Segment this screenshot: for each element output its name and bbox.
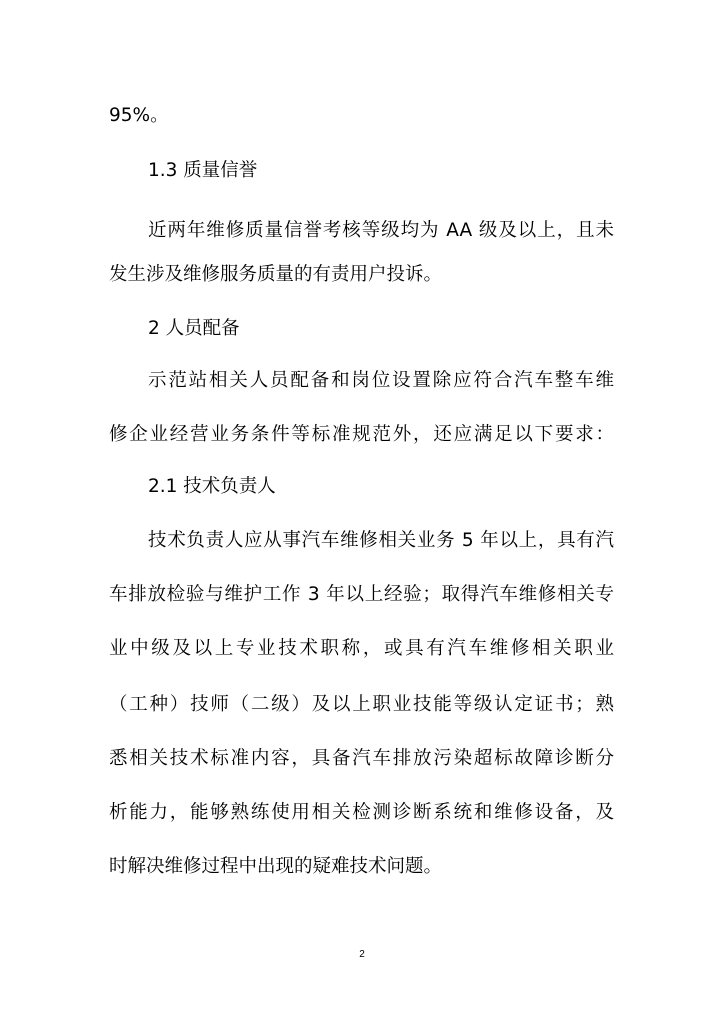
- paragraph-line: 时解决维修过程中出现的疑难技术问题。: [109, 856, 443, 877]
- paragraph-line: 业中级及以上专业技术职称，或具有汽车维修相关职业: [109, 638, 614, 659]
- paragraph-line: 修企业经营业务条件等标准规范外，还应满足以下要求：: [109, 424, 614, 445]
- paragraph-line: 车排放检验与维护工作 3 年以上经验；取得汽车维修相关专: [109, 584, 614, 605]
- paragraph-line: 发生涉及维修服务质量的有责用户投诉。: [109, 264, 443, 285]
- section-heading: 1.3 质量信誉: [148, 160, 258, 181]
- paragraph-line: （工种）技师（二级）及以上职业技能等级认定证书；熟: [109, 694, 614, 715]
- text-line: 95%。: [109, 105, 169, 126]
- section-heading: 2.1 技术负责人: [148, 476, 276, 497]
- page-number: 2: [359, 949, 365, 960]
- paragraph-line: 析能力，能够熟练使用相关检测诊断系统和维修设备，及: [109, 802, 614, 823]
- section-heading: 2 人员配备: [148, 318, 240, 339]
- paragraph-line: 技术负责人应从事汽车维修相关业务 5 年以上，具有汽: [148, 530, 614, 551]
- paragraph-line: 示范站相关人员配备和岗位设置除应符合汽车整车维: [148, 370, 614, 391]
- paragraph-line: 悉相关技术标准内容，具备汽车排放污染超标故障诊断分: [109, 748, 614, 769]
- paragraph-line: 近两年维修质量信誉考核等级均为 AA 级及以上，且未: [148, 220, 614, 241]
